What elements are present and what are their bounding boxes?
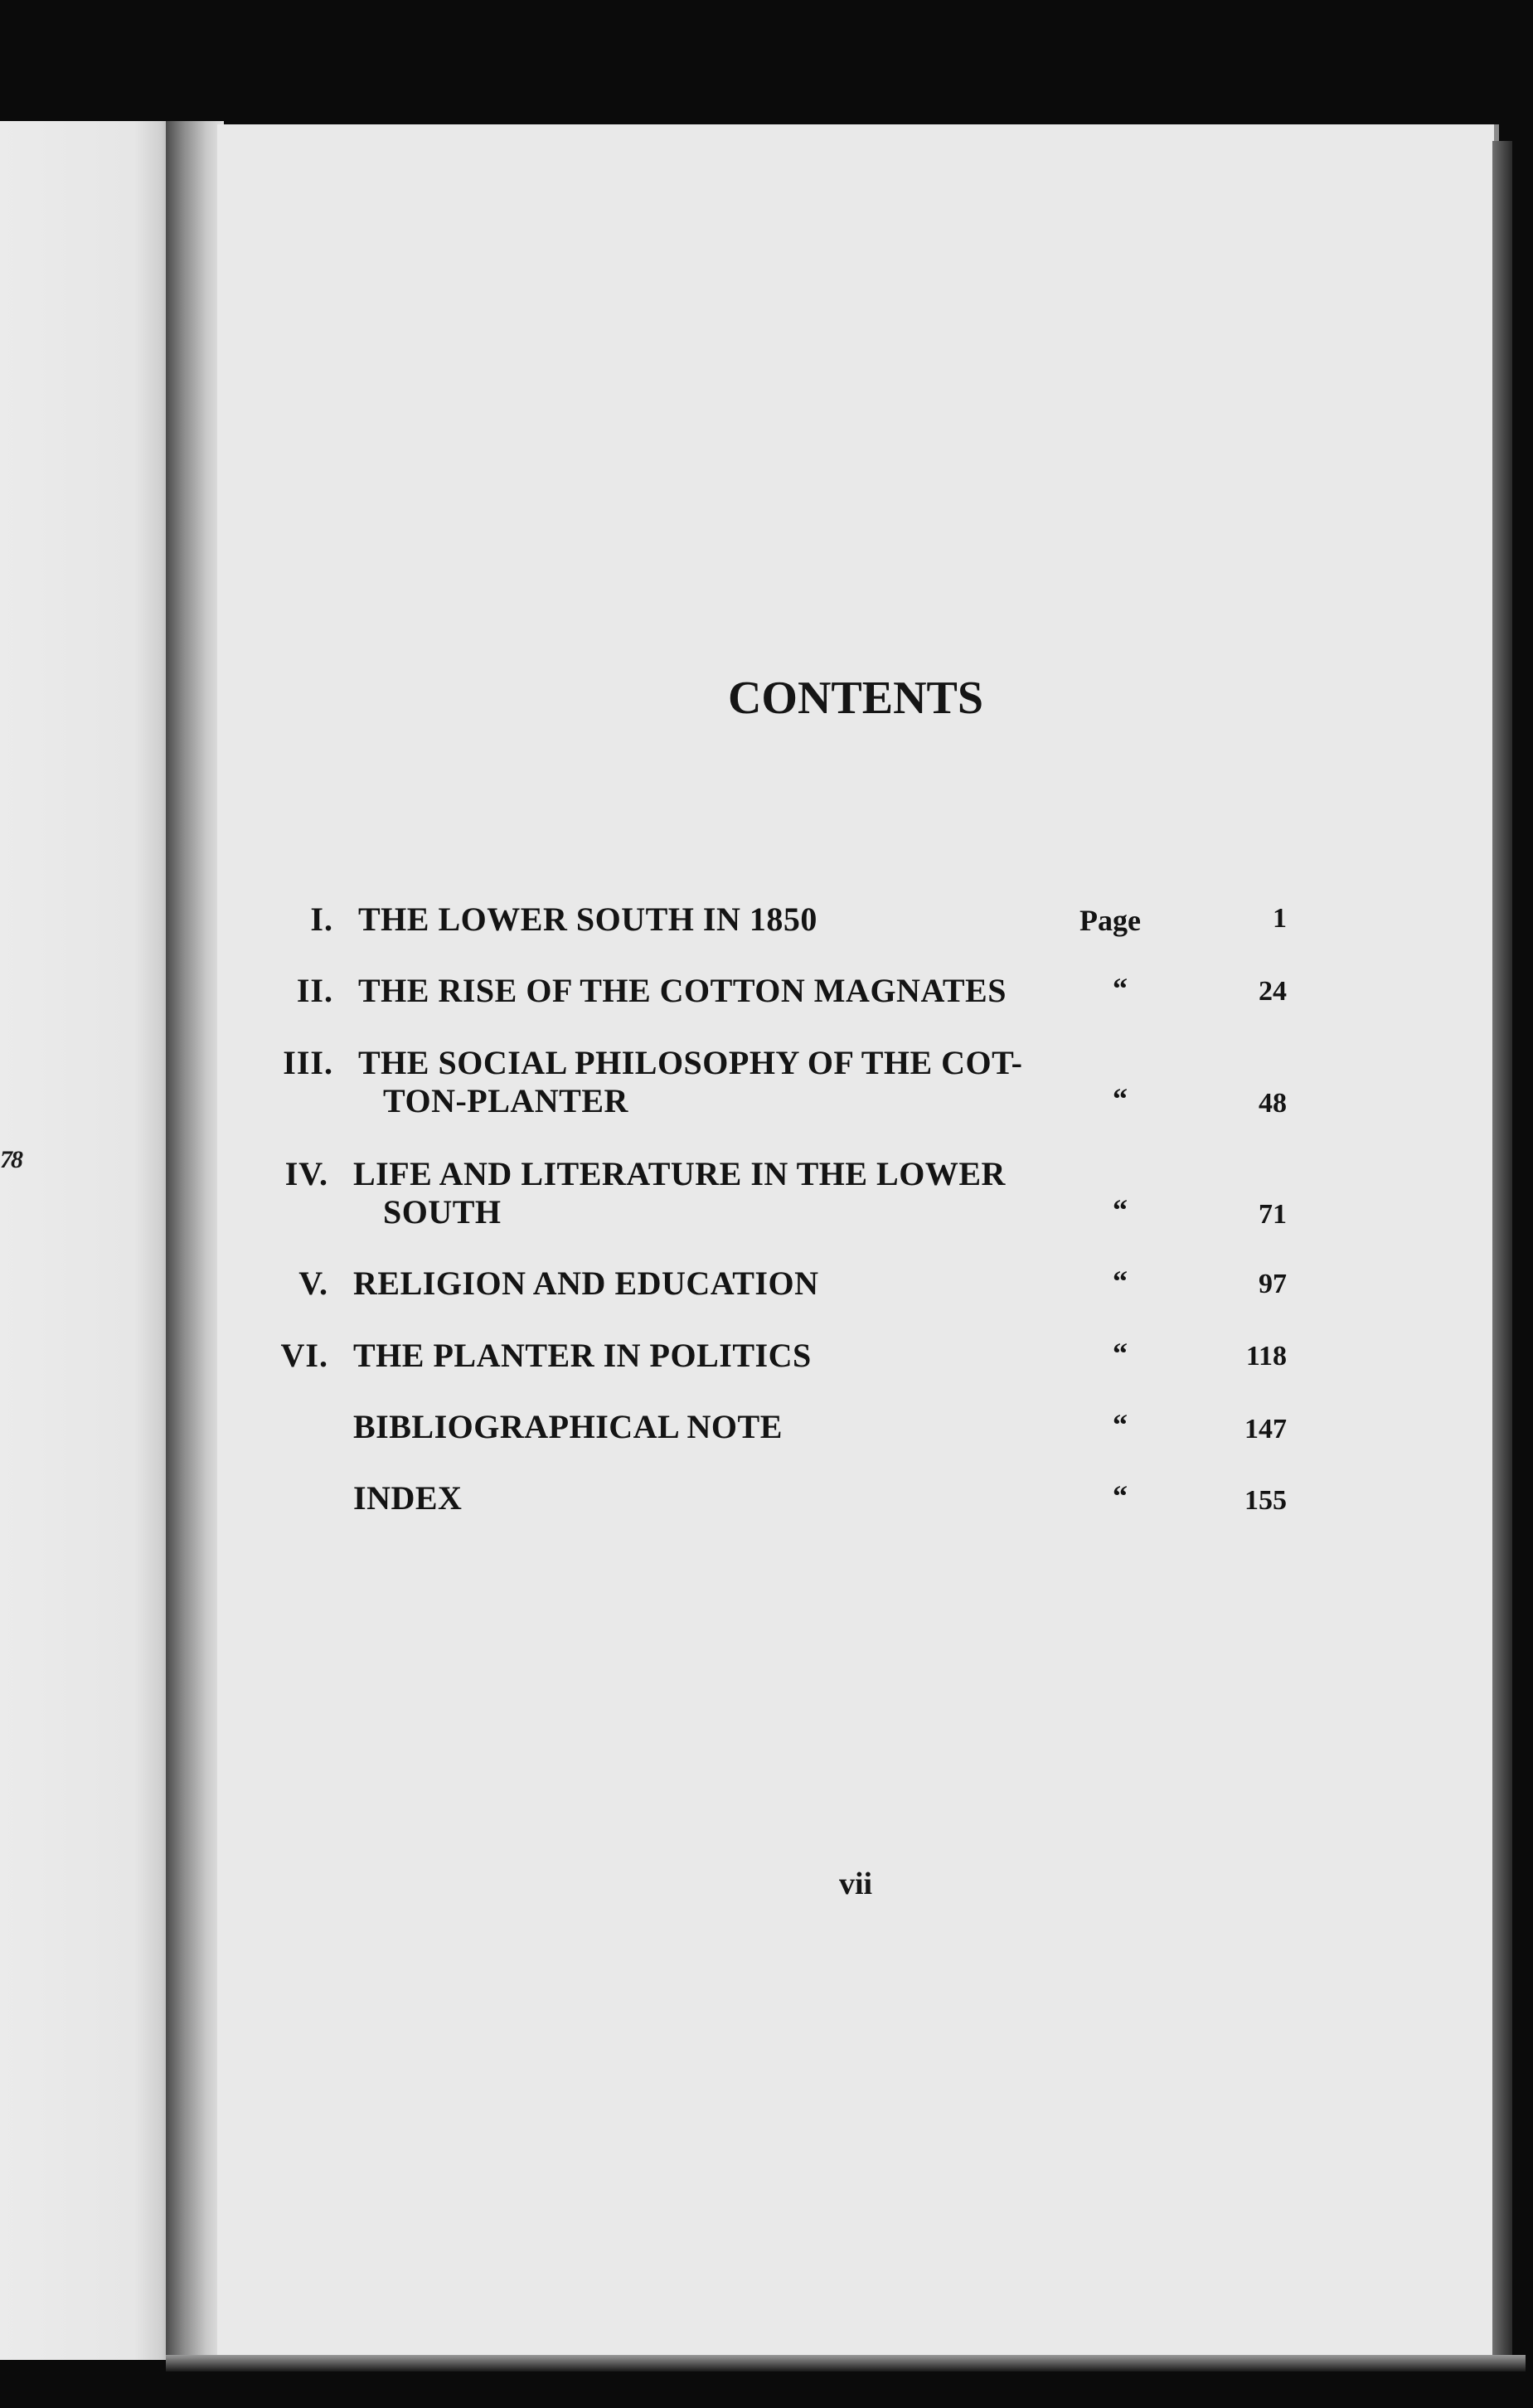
bottom-edge-shadow [166,2355,1526,2372]
toc-entry-page: 1 [1273,903,1287,934]
toc-entry-title: RELIGION AND EDUCATION [353,1265,819,1302]
toc-entry-title: THE RISE OF THE COTTON MAGNATES [358,972,1007,1009]
gutter-shadow [166,121,224,2360]
toc-entry-page: 71 [1259,1199,1287,1230]
toc-entry-title: INDEX [353,1479,463,1517]
ditto-mark: “ [1113,1337,1128,1370]
toc-entry-page: 97 [1259,1269,1287,1299]
ditto-mark: “ [1113,1193,1128,1226]
toc-entry-title-continued: SOUTH [383,1193,502,1231]
toc-entry-title: BIBLIOGRAPHICAL NOTE [353,1408,783,1445]
toc-entry-page: 118 [1245,1341,1287,1371]
ditto-mark: “ [1113,1265,1128,1298]
ditto-mark: “ [1113,1479,1128,1512]
toc-entry-title: LIFE AND LITERATURE IN THE LOWER [353,1155,1006,1192]
page-edge-shadow [1492,141,1512,2363]
toc-entry-title: THE LOWER SOUTH IN 1850 [358,901,817,938]
page-label: Page [1079,904,1141,937]
page-number: vii [838,1867,873,1901]
left-page-text-fragment: 78 [0,1146,22,1173]
toc-entry-page: 48 [1259,1088,1287,1119]
contents-page [217,124,1499,2363]
toc-entry-number: II. [296,972,333,1009]
ditto-mark: “ [1113,972,1128,1005]
left-page [0,121,192,2360]
toc-entry-number: IV. [284,1155,328,1192]
toc-entry-number: VI. [280,1337,328,1374]
toc-entry-page: 24 [1259,976,1287,1007]
toc-entry-page: 147 [1244,1414,1287,1444]
toc-entry-number: I. [310,901,333,938]
ditto-mark: “ [1113,1082,1128,1115]
toc-entry-title: THE SOCIAL PHILOSOPHY OF THE COT- [358,1044,1023,1081]
toc-entry-title-continued: TON-PLANTER [383,1082,628,1119]
toc-entry-number: III. [283,1044,333,1081]
toc-entry-page: 155 [1244,1485,1287,1516]
toc-entry-title: THE PLANTER IN POLITICS [353,1337,812,1374]
toc-entry-number: V. [298,1265,328,1302]
ditto-mark: “ [1113,1408,1128,1441]
contents-heading: CONTENTS [727,672,984,724]
